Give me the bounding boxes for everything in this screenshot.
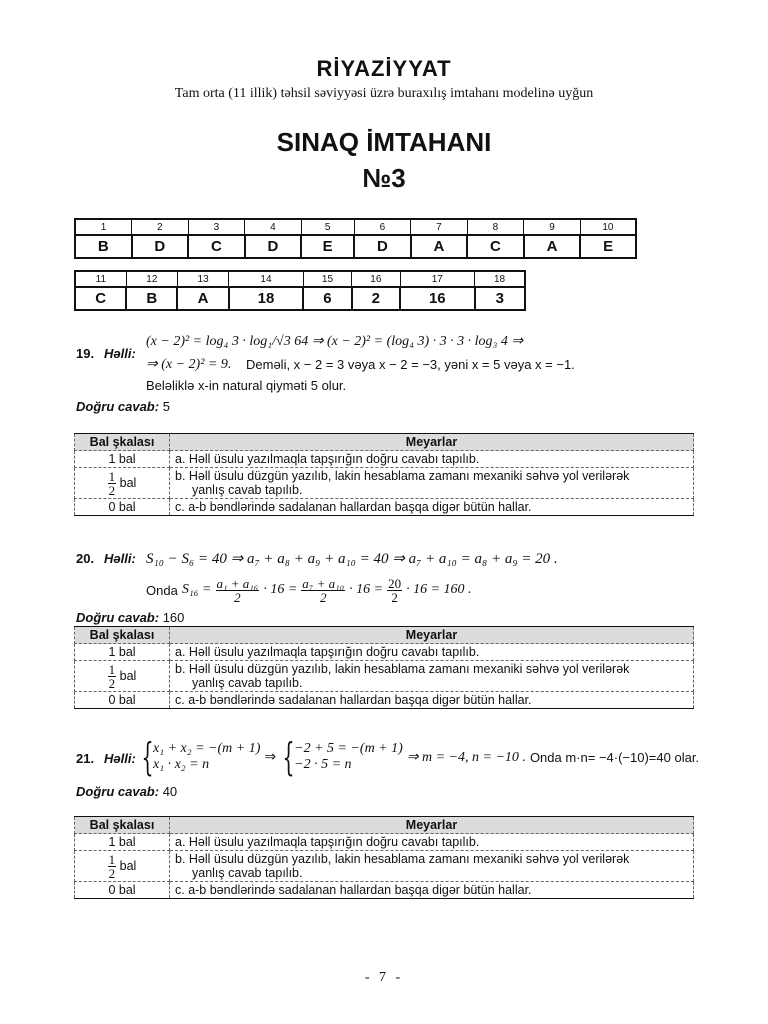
answer-key-number: 6 (354, 219, 411, 235)
system-1-eq-b: x₁ · x₂ = n (153, 757, 210, 772)
answer-key-number: 18 (475, 271, 525, 287)
answer-key-number: 13 (177, 271, 228, 287)
fraction-3-num: 20 (388, 575, 402, 591)
fraction-2-den: 2 (319, 589, 327, 605)
answer-key-number: 10 (580, 219, 636, 235)
answer-key-value: 16 (400, 287, 475, 310)
problem-21-line (139, 734, 699, 780)
answer-key-value: A (524, 235, 581, 258)
brace-icon: { (141, 735, 154, 779)
half-bal: bal (119, 858, 137, 873)
answer-key-number: 9 (524, 219, 581, 235)
fraction-3 (387, 577, 402, 604)
answer-key-number: 8 (467, 219, 524, 235)
half-numerator: 1 (108, 468, 116, 484)
answer-key-number: 12 (126, 271, 177, 287)
answer-key-value: B (126, 287, 177, 310)
fraction-1-den: 2 (234, 589, 241, 605)
exam-subtitle: Tam orta (11 illik) təhsil səviyyəsi üzrə buraxılış imtahanı modelinə uyğun (174, 86, 594, 101)
problem-19-line-2-math: ⇒ (x − 2)² = 9. (146, 357, 232, 372)
problem-19-line-3: Beləliklə x-in natural qiyməti 5 olur. (146, 378, 347, 393)
system-2-eq-a: −2 + 5 = −(m + 1) (294, 741, 403, 756)
half-numerator: 1 (108, 851, 116, 867)
answer-key-value: D (132, 235, 189, 258)
answer-key-table-2 (74, 270, 526, 311)
page-number: - 7 - (364, 970, 404, 985)
problem-21-number: 21. (76, 751, 95, 766)
half-denominator: 2 (108, 865, 116, 881)
half-denominator: 2 (108, 482, 116, 498)
score-0: 0 bal (75, 499, 170, 516)
criteria-table-21 (74, 816, 694, 899)
correct-answer-value: 40 (162, 784, 178, 799)
subject-title: RİYAZİYYAT (316, 56, 452, 81)
exam-title: SINAQ İMTAHANI (276, 127, 492, 157)
criterion-c: c. a-b bəndlərində sadalanan hallardan başqa digər bütün hallar. (170, 882, 694, 899)
correct-answer-value: 160 (162, 610, 185, 625)
implies-arrow: ⇒ (264, 749, 277, 765)
answer-key-value: A (411, 235, 468, 258)
score-0: 0 bal (75, 692, 170, 709)
times-16-a: · 16 = (263, 582, 298, 597)
answer-key-number: 15 (303, 271, 351, 287)
system-1-eq-a: x₁ + x₂ = −(m + 1) (153, 741, 261, 756)
problem-19-answer (76, 399, 170, 414)
answer-key-number: 7 (411, 219, 468, 235)
criterion-b-line-2: yanlış cavab tapılıb. (192, 866, 303, 880)
answer-key-number: 5 (301, 219, 354, 235)
problem-19-number: 19. (76, 346, 95, 361)
problem-21-solution-label: Həlli: (104, 751, 136, 766)
criterion-b-line-1: b. Həll üsulu düzgün yazılıb, lakin hesablama zamanı mexaniki səhvə yol verilərək (175, 662, 630, 676)
answer-key-value: 6 (303, 287, 351, 310)
criteria-table-20 (74, 626, 694, 709)
criterion-a: a. Həll üsulu yazılmaqla tapşırığın doğru cavabı tapılıb. (170, 834, 694, 851)
correct-answer-label: Doğru cavab: (76, 784, 160, 799)
criterion-b (170, 661, 694, 692)
answer-key-number: 11 (75, 271, 126, 287)
answer-key-value: A (177, 287, 228, 310)
col-criteria-header: Meyarlar (170, 817, 694, 834)
answer-key-value: B (75, 235, 132, 258)
score-0: 0 bal (75, 882, 170, 899)
fraction-2-num: a₇ + a₁₀ (302, 575, 345, 591)
answer-key-value: D (245, 235, 302, 258)
fraction-2 (301, 577, 345, 604)
problem-20-answer (76, 610, 184, 625)
score-half (75, 661, 170, 692)
criterion-c: c. a-b bəndlərində sadalanan hallardan başqa digər bütün hallar. (170, 692, 694, 709)
criterion-a: a. Həll üsulu yazılmaqla tapşırığın doğru cavabı tapılıb. (170, 644, 694, 661)
col-scale-header: Bal şkalası (75, 817, 170, 834)
answer-key-number: 3 (188, 219, 245, 235)
correct-answer-label: Doğru cavab: (76, 399, 160, 414)
half-bal: bal (119, 475, 137, 490)
criterion-a: a. Həll üsulu yazılmaqla tapşırığın doğru cavabı tapılıb. (170, 451, 694, 468)
answer-key-number: 17 (400, 271, 475, 287)
answer-key-value: 2 (352, 287, 400, 310)
problem-19-line-2-text: Deməli, x − 2 = 3 vəya x − 2 = −3, yəni x = 5 vəya x = −1. (246, 357, 575, 372)
score-half (75, 468, 170, 499)
brace-icon: { (282, 735, 295, 779)
system-2 (294, 741, 403, 773)
answer-key-number: 1 (75, 219, 132, 235)
system-1 (153, 741, 260, 773)
correct-answer-value: 5 (162, 399, 170, 414)
problem-21-answer (76, 784, 177, 799)
answer-key-number: 14 (229, 271, 304, 287)
system-2-eq-b: −2 · 5 = n (294, 757, 352, 772)
answer-key-value: C (75, 287, 126, 310)
score-1: 1 bal (75, 834, 170, 851)
criterion-b (170, 851, 694, 882)
problem-21-tail: Onda m·n= −4·(−10)=40 olar. (529, 749, 700, 765)
answer-key-table-1 (74, 218, 637, 259)
criterion-b (170, 468, 694, 499)
answer-key-value: C (188, 235, 245, 258)
fraction-1 (216, 577, 260, 604)
answer-key-number: 16 (352, 271, 400, 287)
criterion-b-line-2: yanlış cavab tapılıb. (192, 483, 303, 497)
fraction-3-den: 2 (391, 589, 398, 605)
times-16-c: · 16 = 160 . (406, 582, 472, 597)
onda-label: Onda (146, 582, 178, 598)
answer-key-number: 4 (245, 219, 302, 235)
problem-20-line-2 (146, 574, 472, 606)
answer-key-number: 2 (132, 219, 189, 235)
answer-key-value: E (580, 235, 636, 258)
problem-19-line-1: (x − 2)² = log₄ 3 · log₁/√3 64 ⇒ (x − 2)² = (log₄ 3) · 3 · 3 · log₃ 4 ⇒ (146, 334, 524, 349)
score-1: 1 bal (75, 451, 170, 468)
col-scale-header: Bal şkalası (75, 434, 170, 451)
criterion-b-line-1: b. Həll üsulu düzgün yazılıb, lakin hesablama zamanı mexaniki səhvə yol verilərək (175, 852, 630, 866)
problem-20-number: 20. (76, 551, 95, 566)
criteria-table-19 (74, 433, 694, 516)
half-bal: bal (119, 668, 137, 683)
criterion-c: c. a-b bəndlərində sadalanan hallardan başqa digər bütün hallar. (170, 499, 694, 516)
criterion-b-line-1: b. Həll üsulu düzgün yazılıb, lakin hesablama zamanı mexaniki səhvə yol verilərək (175, 469, 630, 483)
problem-19-solution-label: Həlli: (104, 346, 136, 361)
col-criteria-header: Meyarlar (170, 627, 694, 644)
half-denominator: 2 (108, 675, 116, 691)
times-16-b: · 16 = (349, 582, 384, 597)
criterion-b-line-2: yanlış cavab tapılıb. (192, 676, 303, 690)
problem-20-line-1: S₁₀ − S₆ = 40 ⇒ a₇ + a₈ + a₉ + a₁₀ = 40 ⇒ a₇ + a₁₀ = a₈ + a₉ = 20 . (146, 551, 558, 567)
exam-number: №3 (362, 163, 406, 193)
half-numerator: 1 (108, 661, 116, 677)
score-1: 1 bal (75, 644, 170, 661)
fraction-1-num: a₁ + a₁₆ (216, 575, 259, 591)
answer-key-value: C (467, 235, 524, 258)
answer-key-value: D (354, 235, 411, 258)
col-criteria-header: Meyarlar (170, 434, 694, 451)
col-scale-header: Bal şkalası (75, 627, 170, 644)
answer-key-value: 18 (229, 287, 304, 310)
problem-20-solution-label: Həlli: (104, 551, 136, 566)
score-half (75, 851, 170, 882)
answer-key-value: E (301, 235, 354, 258)
answer-key-value: 3 (475, 287, 525, 310)
problem-21-result: ⇒ m = −4, n = −10 . (406, 749, 526, 765)
correct-answer-label: Doğru cavab: (76, 610, 160, 625)
s16-label: S₁₆ = (181, 582, 212, 597)
